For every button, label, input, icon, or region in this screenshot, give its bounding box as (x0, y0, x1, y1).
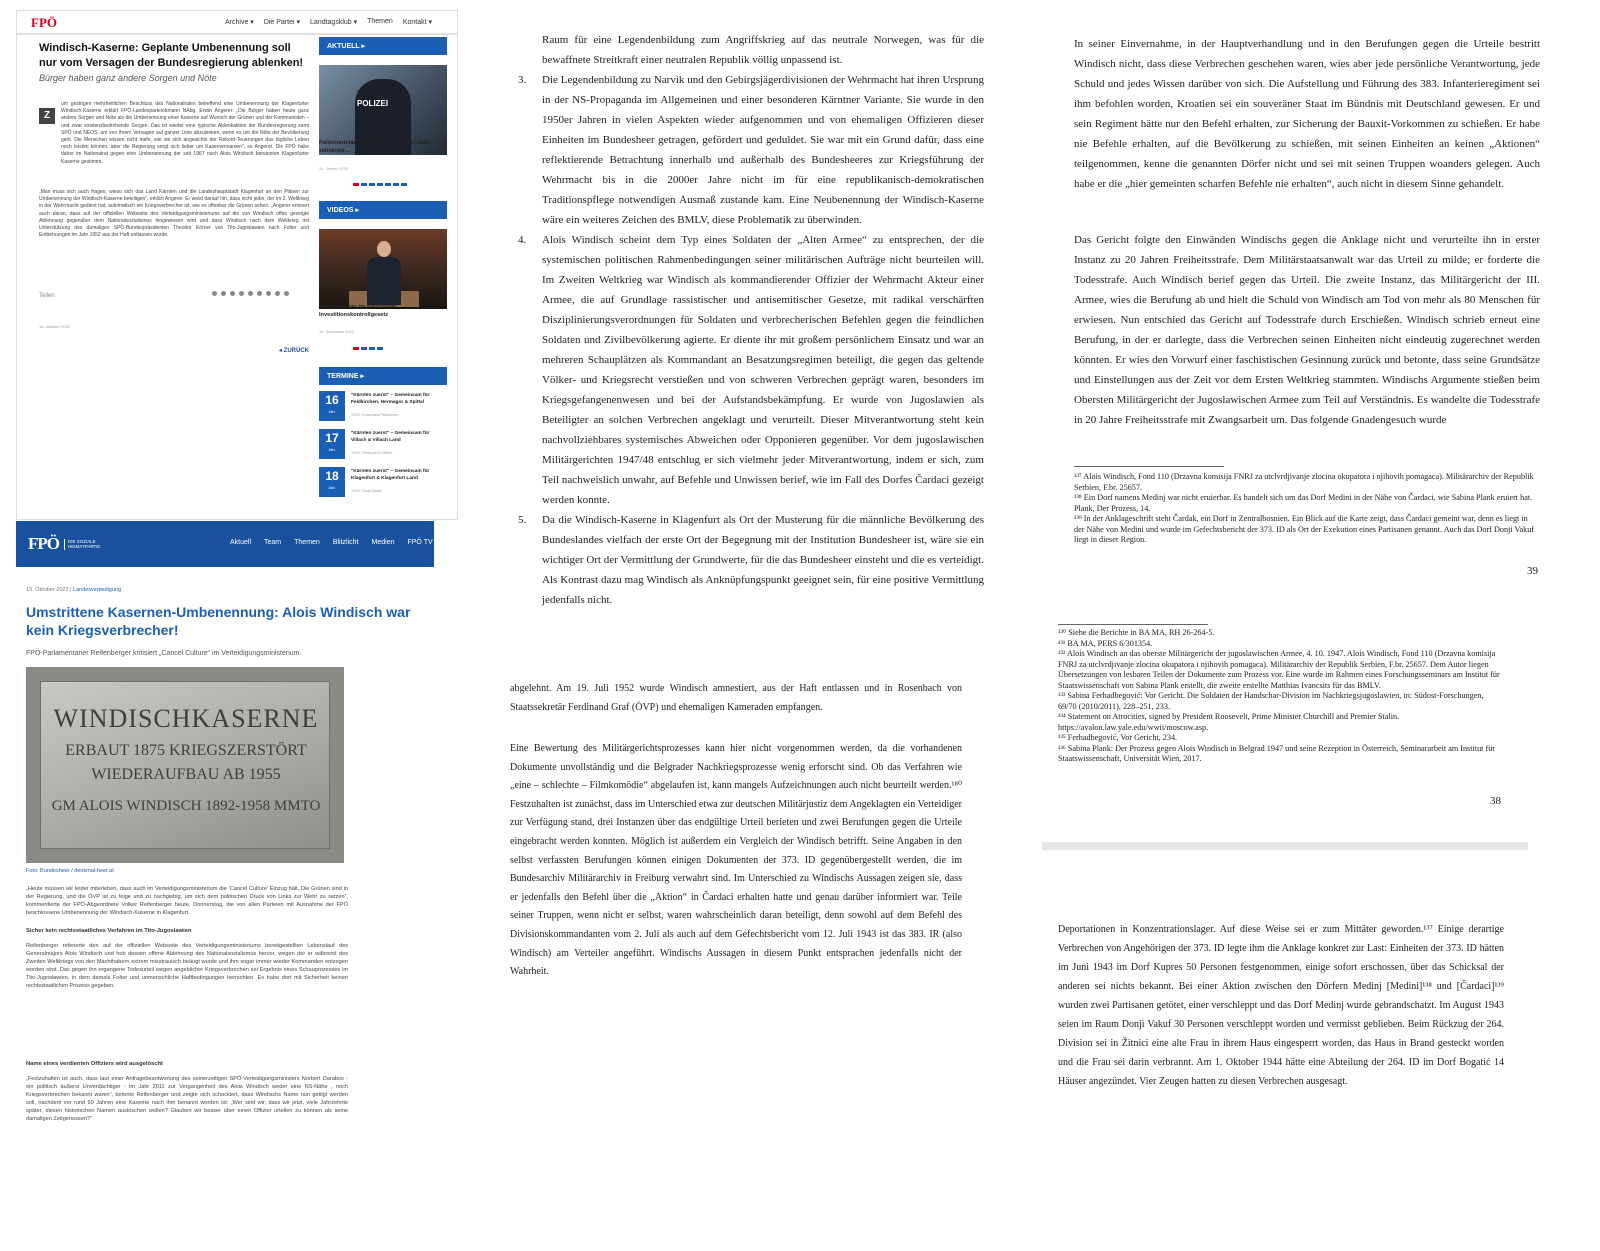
site-navbar (16, 521, 434, 567)
footnote: ¹³³ Sabina Ferhadbegović: Vor Gericht. Die Soldaten der Handschar-Division im Nachkriegsjugoslawien, in: Südost-Forschungen, 69/70 (2010/2011), 228–251, 233. (1058, 691, 1484, 711)
videos-header[interactable]: VIDEOS ▸ (319, 201, 447, 219)
site-header (17, 11, 457, 35)
back-link[interactable]: ◂ ZURÜCK (279, 348, 310, 354)
event-title: "Kärnten zuerst" – Gemeinsam für Klagenfurt & Klagenfurt Land (351, 469, 430, 481)
article-lead: FPÖ-Parlamentarier Reifenberger kritisiert „Cancel Culture“ im Verteidigungsministerium. (26, 650, 302, 657)
share-label: Teilen (39, 293, 55, 299)
event-item[interactable] (319, 391, 447, 423)
doc-p39-paragraph-2: Das Gericht folgte den Einwänden Windischs gegen die Anklage nicht und verurteilte ihn in erster Instanz zu 20 Jahren Freiheitsstrafe. Dem Militärstaatsanwalt war das Urteil zu milde; er forderte die Todesstrafe. Auch Windisch berief gegen das Urteil. Die zweite Instanz, das Militärgericht der III. Armee, wies die Berufung ab und hielt die Schuld von Windisch am Tod von mehr als 80 Menschen für erwiesen. Nun entschied das Gericht auf Todesstrafe durch Erschießen. Windisch schrieb erneut eine Berufung, in der er darlegte, dass die Verbrechen seinen Einheiten nicht eindeutig zugerechnet werden könnten. Er wies den Vorwurf einer faschistischen Gesinnung zurück und betonte, dass seine Grundsätze und Einstellungen aus der Zeit vor dem Ersten Weltkrieg stammten. Windischs Argumente stießen beim Obersten Militärgericht der Jugoslawischen Armee zum Teil auf Verständnis. Es wandelte die Todesstrafe in 20 Jahre Freiheitsstrafe mit Zwangsarbeit um. Das folgende Gnadengesuch wurde (1074, 234, 1540, 426)
photo-credit: Foto: Bundesheer / denkmal-heer.at (26, 868, 114, 874)
event-date-badge: 16 Jän. (319, 391, 345, 421)
share-icons (212, 291, 289, 296)
event-item[interactable] (319, 467, 447, 499)
footnotes-p39 (1074, 472, 1540, 546)
email-icon[interactable] (275, 291, 280, 296)
breadcrumb: 13. Oktober 2022 | Landesverteidigung (26, 587, 122, 593)
whatsapp-icon[interactable] (239, 291, 244, 296)
footnote: ¹³⁹ In der Anklageschrift steht Čardak, ein Dorf in Zentralbosnien. Ein Blick auf die Karte zeigt, dass Čardaci gemeint war, denn es liegt in der Nähe von Medini und wurde im Gefechtsbericht der 373. ID als Ort der Exekution eines Partisanen genannt. Auch das Dorf Donji Vakuf liegt in dieser Region. (1074, 514, 1535, 544)
site-nav (225, 18, 432, 26)
plaque-line-3: WIEDERAUFBAU AB 1955 (91, 766, 281, 783)
footnote: ¹³⁵ Ferhadbegović, Vor Gericht, 234. (1058, 733, 1178, 742)
page-number: 39 (1527, 565, 1538, 577)
section-heading-2: Name eines verdienten Offiziers wird ausgelöscht (26, 1061, 163, 1067)
article-date: 13. Oktober 2022 (26, 587, 69, 593)
article-paragraph-3: „Festzuhalten ist auch, dass laut einer Anfragebeantwortung des seinerzeitigen SPÖ-Verteidigungsministers Norbert Darabos - ein politisch äußerst Unverdächtiger - im Jahr 2011 zur Vergangenheit des Alois Windisch weder eine NS-Nähe , noch Kriegsverbrechen bekannt waren“, betonte Reifenberger und zeigte sich schockiert, dass Windischs Name nun getilgt werden soll, nachdem vor rund 60 Jahren eine Kaserne nach ihm benannt worden ist: „Wer sind wir, dass wir jetzt, viele Jahrzehnte später, diesen historischen Namen auslöschen wollen? Glauben wir besser über einen Offizier urteilen zu können als seine damaligen Zeitgenossen?“ (26, 1076, 348, 1123)
video-date: 14. Dezember 2022 (319, 329, 355, 334)
telegram-icon[interactable] (257, 291, 262, 296)
nav-kontakt[interactable]: Kontakt ▾ (402, 19, 433, 26)
footnote-rule (1074, 466, 1224, 467)
event-title: "Kärnten zuerst" – Gemeinsam für Feldkirchen, Hermagor & Spittal (351, 393, 430, 405)
list-item: 5. Da die Windisch-Kaserne in Klagenfurt als Ort der Musterung für die männliche Bevölkerung des Bundeslandes vielfach der erste Ort der Begegnung mit der Institution Bundesheer ist, wäre sie ein wichtiger Ort der Vermittlung der Grundwerte, für die das Bundesheer einsteht und die es verteidigt. Als Kontrast dazu mag Windisch als Anknüpfungspunkt geeignet sein, für eine positive Vermittlung jedenfalls nicht. (518, 514, 984, 606)
conclusions-list (518, 70, 984, 610)
event-meta: 19:00 | Kulturhaus Feldkirchen (351, 413, 399, 417)
event-title: "Kärnten zuerst" – Gemeinsam für Villach & Villach Land (351, 431, 430, 443)
article-paragraph-2: „Man muss sich auch fragen, wieso sich das Land Kärnten und die Landeshauptstadt Klagenfurt an den Plänen zur Umbenennung der Windisch-Kaserne beteiligen“, erklärt Angerer. Er weist darauf hin, dass nicht jeder, der im 2. Weltkrieg in der Wehrmacht gedient hat, automatisch ein Kriegsverbrecher ist, wie es offenbar die Grünen sehen. „Angerer erinnert auch daran, dass auf der offiziellen Webseite des Verteidigungsministeriums auf die von Windisch offen gezeigte Ablehnung gegenüber dem Nationalsozialismus hingewiesen wird und dass Windisch nach dem Weltkrieg mit Unterstützung des damaligen SPÖ-Bundespräsidenten Theodor Körner von Tito-Jugoslawien nach Folter und Entbehrungen im Jahr 1952 aus der Haft entlassen wurde. (39, 189, 309, 239)
event-date-badge: 17 Jän. (319, 429, 345, 459)
nav-blitzlicht[interactable]: Blitzlicht (332, 539, 359, 546)
category-link[interactable]: Landesverteidigung (73, 587, 122, 593)
footnote: ¹³⁸ Ein Dorf namens Medinj war nicht eruierbar. Es handelt sich um das Dorf Medini in der Nähe von Čardaci, wie Sabina Plank eruiert hat. Plank, Der Prozess, 14. (1074, 493, 1533, 513)
article-paragraph-2: Reifenberger referierte den auf der offiziellen Webseite des Verteidigungsministeriums bereitgestellten Lebenslauf des Generalmajors Alois Windisch und hob dessen offene Ablehnung des Nationalsozialismus hervor, wegen der er während des Zweiten Weltkriegs von den Machthabern extrem misstrauisch beäugt wurde und ihm sogar immer wieder Kommanden entzogen worden sind. Das gegen ihn ergangene Todesurteil wegen angeblicher Kriegsverbrechen sei Ergebnis eines Schauprozesses im Tito-Jugoslawien, in dem damals Folter und unmenschliche Haftbedingungen herrschten. Es habe dort mit Sicherheit keinen rechtsstaatlichen Prozess gegeben. (26, 943, 348, 990)
plaque-photo (26, 667, 344, 863)
doc-p39-paragraph-1: In seiner Einvernahme, in der Hauptverhandlung und in den Berufungen gegen die Urteile bestritt Windisch nicht, dass diese Verbrechen geschehen waren, wies aber jede persönliche Verantwortung, jede Schuld und jedes Wissen darüber von sich. Die Aufstellung und Führung des 383. Infanterieregiment sei ihm befohlen worden, Kroatien sei ein souveräner Staat im Bündnis mit Deutschland gewesen. Er und sein Regiment hätte nur den Befehl erhalten, zur Sicherung der Bauxit-Vorkommen zu schießen. Er habe nie Befehle erhalten, auf die Bevölkerung zu schießen, mit seinen Einheiten an keinen „Aktionen“ teilgenommen, kenne die genannten Dörfer nicht und sei mit seinen Truppen woanders gelegen. Auch habe er die „hier gemeinten scharfen Befehle nie erhalten“, auch nicht in diesem Sinne gehandelt. (1074, 38, 1540, 190)
footnote: ¹³⁴ Statement on Atrocities, signed by President Roosevelt, Prime Minister Churchill and Premier Stalin. https://avalon.law.yale.edu/wwii/moscow.asp. (1058, 712, 1400, 732)
plaque-line-4: GM ALOIS WINDISCH 1892-1958 MMTO (51, 798, 321, 814)
site-logo[interactable]: FPÖ (31, 15, 57, 30)
doc-paragraph-deportations: Deportationen in Konzentrationslager. Auf diese Weise sei er zum Mittäter geworden.¹³⁷ Einige derartige Verbrechen von Angehörigen der 373. ID legte ihm die Anklage konkret zur Last: Einheiten der 373. ID hätten im Juni 1943 im Dorf Kupres 50 Personen festgenommen, einige sofort erschossen, über das Schicksal der anderen sei nichts bekannt. Bei einer Aktion zwischen den Dörfern Medinj [Medini]¹³⁸ und [Čardaci]¹³⁹ wurden zwei Partisanen getötet, einer verschleppt und das Dorf Medinj wurde gebrandschatzt. Im August 1943 seien im Raum Donji Vakuf 30 Personen verschleppt worden und vermisst geblieben. Beim Rückzug der 264. Division sei in Žitnici eine alte Frau in ihrem Haus eingesperrt worden, das Haus in Brand gesteckt worden und die Frau sei darin verbrannt. Am 1. Oktober 1944 hätte eine Abteilung der 264. ID im Dorf Bogatić 14 Häuser angezündet. Vier Zeugen hatten zu diesen Verbrechen ausgesagt. (1058, 924, 1504, 1087)
list-item: 3. Die Legendenbildung zu Narvik und den Gebirgsjägerdivisionen der Wehrmacht hat ihren Ursprung in der NS-Propaganda im Allgemeinen und einer besonderen Kärntner Variante. Sie wurde in den 1950er Jahren in vielen Aspekten wieder aufgenommen und von ehemaligen Offizieren dieser Einheiten im Bundesheer getragen, gefördert und geduldet. Sie war mit ein Grund dafür, dass eine reflektierende Betrachtung innerhalb und außerhalb des Bundesheeres zur Kriegsführung der Wehrmacht bis in die 2000er Jahre nicht im für eine republikanisch-demokratischen Traditionspflege notwendigen Ausmaß zustande kam. Eine Neubenennung der Windisch-Kaserne wäre ein weiteres Zeichen des BMLV, diese Problematik zu überwinden. (518, 74, 984, 226)
doc-paragraph-assessment: Eine Bewertung des Militärgerichtsprozesses kann hier nicht vorgenommen werden, da die vorhandenen Dokumente unvollständig und die Belgrader Nachkriegsprozesse wenig erforscht sind. Ob das Verfahren wie „eine – schlechte – Filmkomödie“ abgelaufen ist, kann mangels Aufzeichnungen auch nicht beurteilt werden.¹⁸⁰ Festzuhalten ist zunächst, dass im Unterschied etwa zur deutschen Militärjustiz dem Angeklagten ein Verteidiger zur Verfügung stand, drei Instanzen über das endgültige Urteil berieten und zwei Berufungen gegen die Urteile eingebracht werden konnten. Möglich ist außerdem ein Vergleich der Windisch betrifft. Seine Angaben in den selbst verfassten Berufungen können einigen Dokumenten der 373. ID gegenübergestellt werden, die im Bundesarchiv Militärarchiv in Freiburg verwahrt sind. Im Unterschied zu Windischs Aussagen zeigen sie, dass er jedenfalls den Befehl über die „Aktion“ in Čardaci erhalten hatte und genau darüber informiert war. Teile seiner Truppen, wenn nicht er selbst, waren wahrscheinlich daran beteiligt, denn sowohl auf dem Befehl des Divisionskommandanten vom 2. Juli als auch auf dem Gefechtsbericht vom 12. Juli 1943 ist das 383. IR (also Windisch) am Verteiler angeführt. Windischs Aussagen in diesem Punkt entsprachen jedenfalls nicht der Wahrheit. (510, 743, 962, 978)
article-headline: Windisch-Kaserne: Geplante Umbenennung soll nur vom Versagen der Bundesregierung ablenken! (39, 42, 304, 69)
article-paragraph-1: um gestrigen mehrheitlichen Beschluss des Nationalrates betreffend eine Umbenennung der Klagenfurter Windisch-Kaserne erklärt FPÖ-Landesparteiobmann NAbg. Erwin Angerer: „Die Bürger haben heute ganz andere Sorgen und Nöte als die Umbenennung einer Kaserne auf Wunsch der Grünen und der Kommunisten – und zwar existenzbedrohende Sorgen. Das ist wieder eine typische Ablenkaktion der Bundesregierung samt SPÖ und NEOS, um von ihrem Versagen auf ganzer Linie abzulenken, wenn es um die Nöte der Bevölkerung geht. Die Menschen wissen nicht mehr, wie sie sich angesichts der Rekord-Teuerungen das tägliche Leben noch leisten können, aber die Regierung sorgt sich lieber um Kasernennamen“, so Angerer. Die FPÖ habe daher im Nationalrat gegen eine Umbenennung der seit 1967 nach Alois Windisch benannten Klagenfurter Kaserne gestimmt. (61, 101, 309, 165)
pinterest-icon[interactable] (230, 291, 235, 296)
event-meta: 19:00 | Parkhotel in Villach (351, 451, 393, 455)
nav-archive[interactable]: Archive ▾ (225, 19, 254, 26)
nav-themen[interactable]: Themen (294, 539, 320, 546)
page-number: 38 (1490, 795, 1501, 807)
footnote: ¹³² Alois Windisch an das oberste Militärgericht der jugoslawischen Armee, 4. 10. 1947. Alois Windisch, Fond 110 (Drzavna komisija FNRJ za utclvrdjivanje zlocina okupatora i njihovih pomagaca). Militärarchiv der Republik Serbien, F.br. 25657. Dem Autor liegen Übersetzungen von lesbaren Teilen der Dokumente zum Prozess vor. Eine wurde im Rahmen eines Forschungsseminars am Institut für Staatswissenschaft von Sabina Plank erstellt, die zweite erstellte Matthias Ivancsits für das BMLV. (1058, 649, 1500, 690)
doc-page-intro: Raum für eine Legendenbildung zum Angriffskrieg auf das neutrale Norwegen, was für die bewaffnete Streitkraft einer neutralen Republik völlig unpassend ist. (542, 34, 984, 66)
facebook-icon[interactable] (212, 291, 217, 296)
nav-themen[interactable]: Themen (367, 18, 393, 25)
section-heading-1: Sicher kein rechtsstaatliches Verfahren im Tito-Jugoslawien (26, 928, 192, 934)
site-nav (230, 539, 433, 546)
video-thumbnail[interactable] (319, 229, 447, 309)
aktuell-date: 20. Jänner 2023 (319, 166, 348, 171)
xing-icon[interactable] (266, 291, 271, 296)
footnote: ¹³⁷ Alois Windisch, Fond 110 (Drzavna komisija FNRJ za utclvrdjivanje zlocina okupatora i njihovih pomagaca). Militärarchiv der Republik Serbien, F.br. 25657. (1074, 472, 1534, 492)
article-title: Umstrittene Kasernen-Umbenennung: Alois Windisch war kein Kriegsverbrecher! (26, 604, 411, 638)
footnote: ¹³⁶ Sabina Plank: Der Prozess gegen Alois Windisch in Belgrad 1947 und seine Rezeption in Österreich, Seminararbeit am Institut für Staatswissenschaft, Universität Wien, 2017. (1058, 743, 1496, 763)
print-icon[interactable] (284, 291, 289, 296)
nav-medien[interactable]: Medien (371, 539, 395, 546)
aktuell-header[interactable]: AKTUELL ▸ (319, 37, 447, 55)
fpoe-news-article-screenshot (16, 521, 434, 1215)
event-meta: 19:00 | Hotel Kaiser (351, 489, 382, 493)
police-text: POLIZEI (357, 99, 389, 108)
nav-aktuell[interactable]: Aktuell (230, 539, 252, 546)
plaque-line-1: WINDISCHKASERNE (53, 704, 319, 733)
nav-die-partei[interactable]: Die Partei ▾ (263, 19, 301, 26)
fpoe-logo[interactable]: FPÖ DIE SOZIALE HEIMATPARTEI (28, 533, 116, 555)
plaque-line-2: ERBAUT 1875 KRIEGSZERSTÖRT (65, 742, 307, 759)
aktuell-caption[interactable]: Polizeinotstand: Wir brauchen Taten statt zahnloser... (319, 140, 429, 154)
footnote: ¹³⁰ Siehe die Berichte in BA MA, RH 26-264-5. (1058, 628, 1215, 637)
drop-cap: Z (39, 108, 55, 124)
nav-landtagsklub[interactable]: Landtagsklub ▾ (310, 19, 358, 26)
fpoe-kaernten-article-screenshot (16, 10, 458, 520)
list-item: 4. Alois Windisch scheint dem Typ eines Soldaten der „Alten Armee“ zu entsprechen, der die systemischen politischen Rahmenbedingungen seiner militärischen Aufträge nicht beurteilen will. Im Zweiten Weltkrieg war Windisch als kommandierender Offizier der Wehrmacht Akteur einer Armee, die auf Grundlage rassistischer und antisemitischer Gesetze, mit radikal verschärften Disziplinierungsverordnungen für Soldaten und verbrecherischen Befehlen gegen die feindlichen Soldaten und Zivilbevölkerung agierte. Er diente ihr mit großem persönlichem Einsatz und war an mehreren Schauplätzen als Kommandant an Besatzungsregimen beteiligt, die gegen das geltende Völker- und Kriegsrecht verstießen und von schweren Verbrechen geprägt waren, besonders im Kriegsgefangenenwesen und bei der Aufstandsbekämpfung. Er wurde von Jugoslawien als Beteiligter an solchen Verbrechen angeklagt und verurteilt. Dieser Mitverantwortung steht kein nachvollziehbares systemisches Abweichen oder Opponieren gegenüber. Vor dem jugoslawischen Militärgerichten 1947/48 entschlug er sich vielmehr jeder Mitverantwortung, indem er sich, zum Teil nachweislich unwahr, auf Befehle und Unwissen berief, wie im Fall des Dorfes Čardaci gezeigt werden konnte. (518, 234, 984, 506)
video-carousel-dots[interactable] (353, 347, 383, 350)
linkedin-icon[interactable] (248, 291, 253, 296)
article-date: 14. Oktober 2022 (39, 324, 70, 329)
footnote-rule (1058, 624, 1208, 625)
doc-paragraph-amnesty: abgelehnt. Am 19. Juli 1952 wurde Windisch amnestiert, aus der Haft entlassen und in Rosenbach von Staatssekretär Ferdinand Graf (ÖVP) und ehemaligen Kameraden empfangen. (510, 683, 962, 713)
article-paragraph-1: „Heute müssen wir leider miterleben, dass auch im Verteidigungsministerium die ‘Cancel Culture’ Einzug hält. Die Grünen sind in der Regierung, und die ÖVP ist zu feige und zu nachgiebig, um sich dem politischen Druck von Links zur Wehr zu setzen“, kommentierte der FPÖ-Abgeordnete Volker Reifenberger heute, Donnerstag, die von allen Parteien mit Ausnahme der FPÖ beschlossene Umbenennung der Windisch-Kaserne in Klagenfurt. (26, 886, 348, 917)
footnote: ¹³¹ BA MA, PERS 6/301354. (1058, 638, 1153, 648)
video-caption[interactable]: Erwin Angerer im Nationalrat: Investitionskontrollgesetz (319, 304, 398, 318)
footnotes-p38 (1058, 628, 1504, 765)
nav-team[interactable]: Team (264, 539, 282, 546)
page-separator (1042, 842, 1528, 850)
event-item[interactable] (319, 429, 447, 461)
article-subhead: Bürger haben ganz andere Sorgen und Nöte (39, 73, 217, 83)
stone-plaque (40, 681, 330, 849)
termine-header[interactable]: TERMINE ▸ (319, 367, 447, 385)
event-date-badge: 18 Jän. (319, 467, 345, 497)
aktuell-carousel-dots[interactable] (353, 183, 407, 186)
nav-fpoe-tv[interactable]: FPÖ TV (407, 539, 433, 546)
twitter-icon[interactable] (221, 291, 226, 296)
